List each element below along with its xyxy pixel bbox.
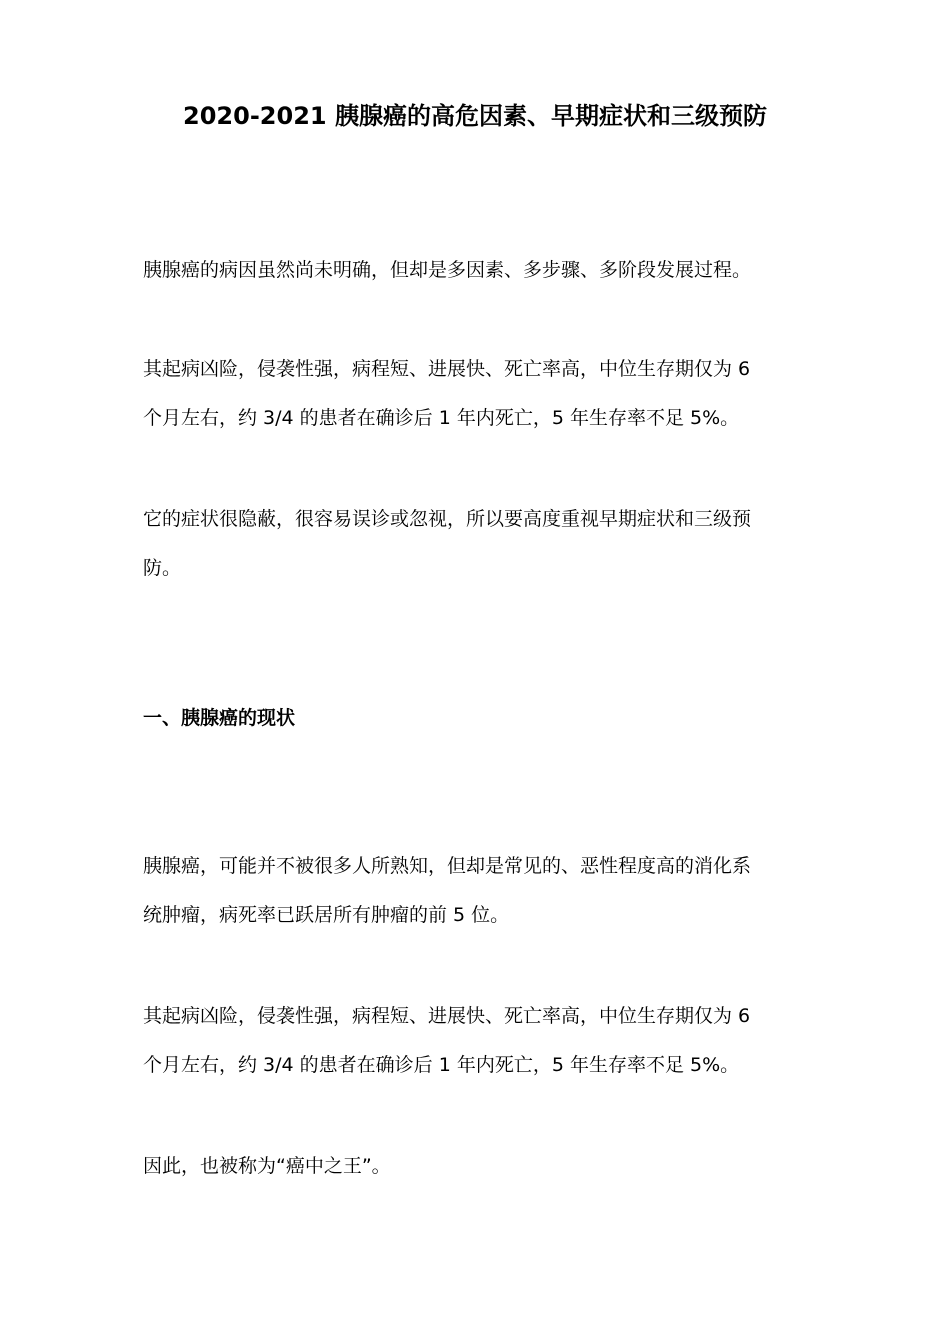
section-heading: 一、胰腺癌的现状 <box>143 707 296 729</box>
section1-paragraph-2 <box>143 992 807 1090</box>
document-title: 2020-2021 胰腺癌的高危因素、早期症状和三级预防 <box>183 102 767 130</box>
paragraph-line: 因此，也被称为“癌中之王”。 <box>143 1155 391 1177</box>
paragraph-line: 其起病凶险，侵袭性强，病程短、进展快、死亡率高，中位生存期仅为 6 <box>143 1005 751 1027</box>
intro-paragraph-1 <box>143 246 807 295</box>
section1-paragraph-3 <box>143 1142 807 1191</box>
section1-paragraph-1 <box>143 842 807 940</box>
paragraph-line: 其起病凶险，侵袭性强，病程短、进展快、死亡率高，中位生存期仅为 6 <box>143 358 751 380</box>
paragraph-line: 胰腺癌的病因虽然尚未明确，但却是多因素、多步骤、多阶段发展过程。 <box>143 259 752 281</box>
paragraph-line: 它的症状很隐蔽，很容易误诊或忽视，所以要高度重视早期症状和三级预 <box>143 508 752 530</box>
intro-paragraph-3 <box>143 495 807 593</box>
paragraph-line: 统肿瘤，病死率已跃居所有肿瘤的前 5 位。 <box>143 904 510 926</box>
paragraph-line: 个月左右，约 3/4 的患者在确诊后 1 年内死亡，5 年生存率不足 5%。 <box>143 1054 740 1076</box>
paragraph-line: 个月左右，约 3/4 的患者在确诊后 1 年内死亡，5 年生存率不足 5%。 <box>143 407 740 429</box>
paragraph-line: 胰腺癌，可能并不被很多人所熟知，但却是常见的、恶性程度高的消化系 <box>143 855 752 877</box>
intro-paragraph-2 <box>143 345 807 443</box>
paragraph-line: 防。 <box>143 557 182 579</box>
